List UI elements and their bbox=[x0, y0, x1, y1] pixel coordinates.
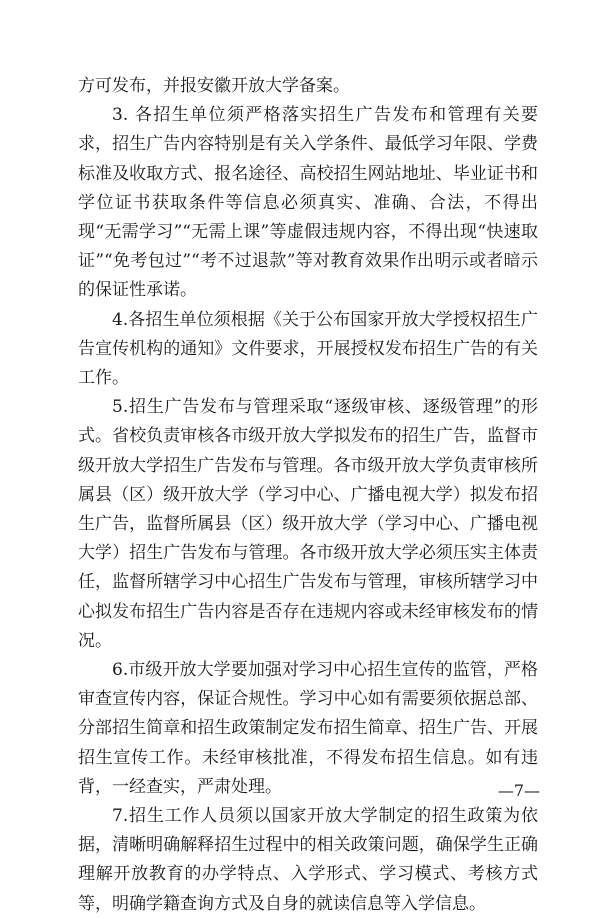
paragraph-item-4: 4.各招生单位须根据《关于公布国家开放大学授权招生广告宣传机构的通知》文件要求，开展授权发布招生广告的有关工作。 bbox=[78, 309, 538, 389]
paragraph-continuation: 方可发布，并报安徽开放大学备案。 bbox=[78, 76, 350, 96]
paragraph-item-5: 5.招生广告发布与管理采取“逐级审核、逐级管理”的形式。省校负责审核各市级开放大学拟发布的招生广告，监督市级开放大学招生广告发布与管理。各市级开放大学负责审核所属县（区）级开放大学（学习中心、广播电视大学）拟发布招生广告，监督所属县（区）级开放大学（学习中心、广播电视大学）招生广告发布与管理。各市级开放大学必须压实主体责任，监督所辖学习中心招生广告发布与管理，审核所辖学习中心拟发布招生广告内容是否存在违规内容或未经审核发布的情况。 bbox=[78, 397, 538, 651]
paragraph-item-6: 6.市级开放大学要加强对学习中心招生宣传的监管，严格审查宣传内容，保证合规性。学习中心如有需要须依据总部、分部招生简章和招生政策制定发布招生简章、招生广告、开展招生宣传工作。未经审核批准，不得发布招生信息。如有违背，一经查实，严肃处理。 bbox=[78, 660, 538, 797]
paragraph-item-3: 3. 各招生单位须严格落实招生广告发布和管理有关要求，招生广告内容特别是有关入学条件、最低学习年限、学费标准及收取方式、报名途径、高校招生网站地址、毕业证书和学位证书获取条件等信息必须真实、准确、合法，不得出现“无需学习”“无需上课”等虚假违规内容，不得出现“快速取证”“免考包过”“考不过退款”等对教育效果作出明示或者暗示的保证性承诺。 bbox=[78, 105, 538, 301]
paragraph-item-7: 7.招生工作人员须以国家开放大学制定的招生政策为依据，清晰明确解释招生过程中的相关政策问题，确保学生正确理解开放教育的办学特点、入学形式、学习模式、考核方式等，明确学籍查询方式及自身的就读信息等入学信息。 bbox=[78, 806, 538, 914]
body-text bbox=[78, 72, 538, 919]
page-number: —7— bbox=[497, 781, 540, 800]
